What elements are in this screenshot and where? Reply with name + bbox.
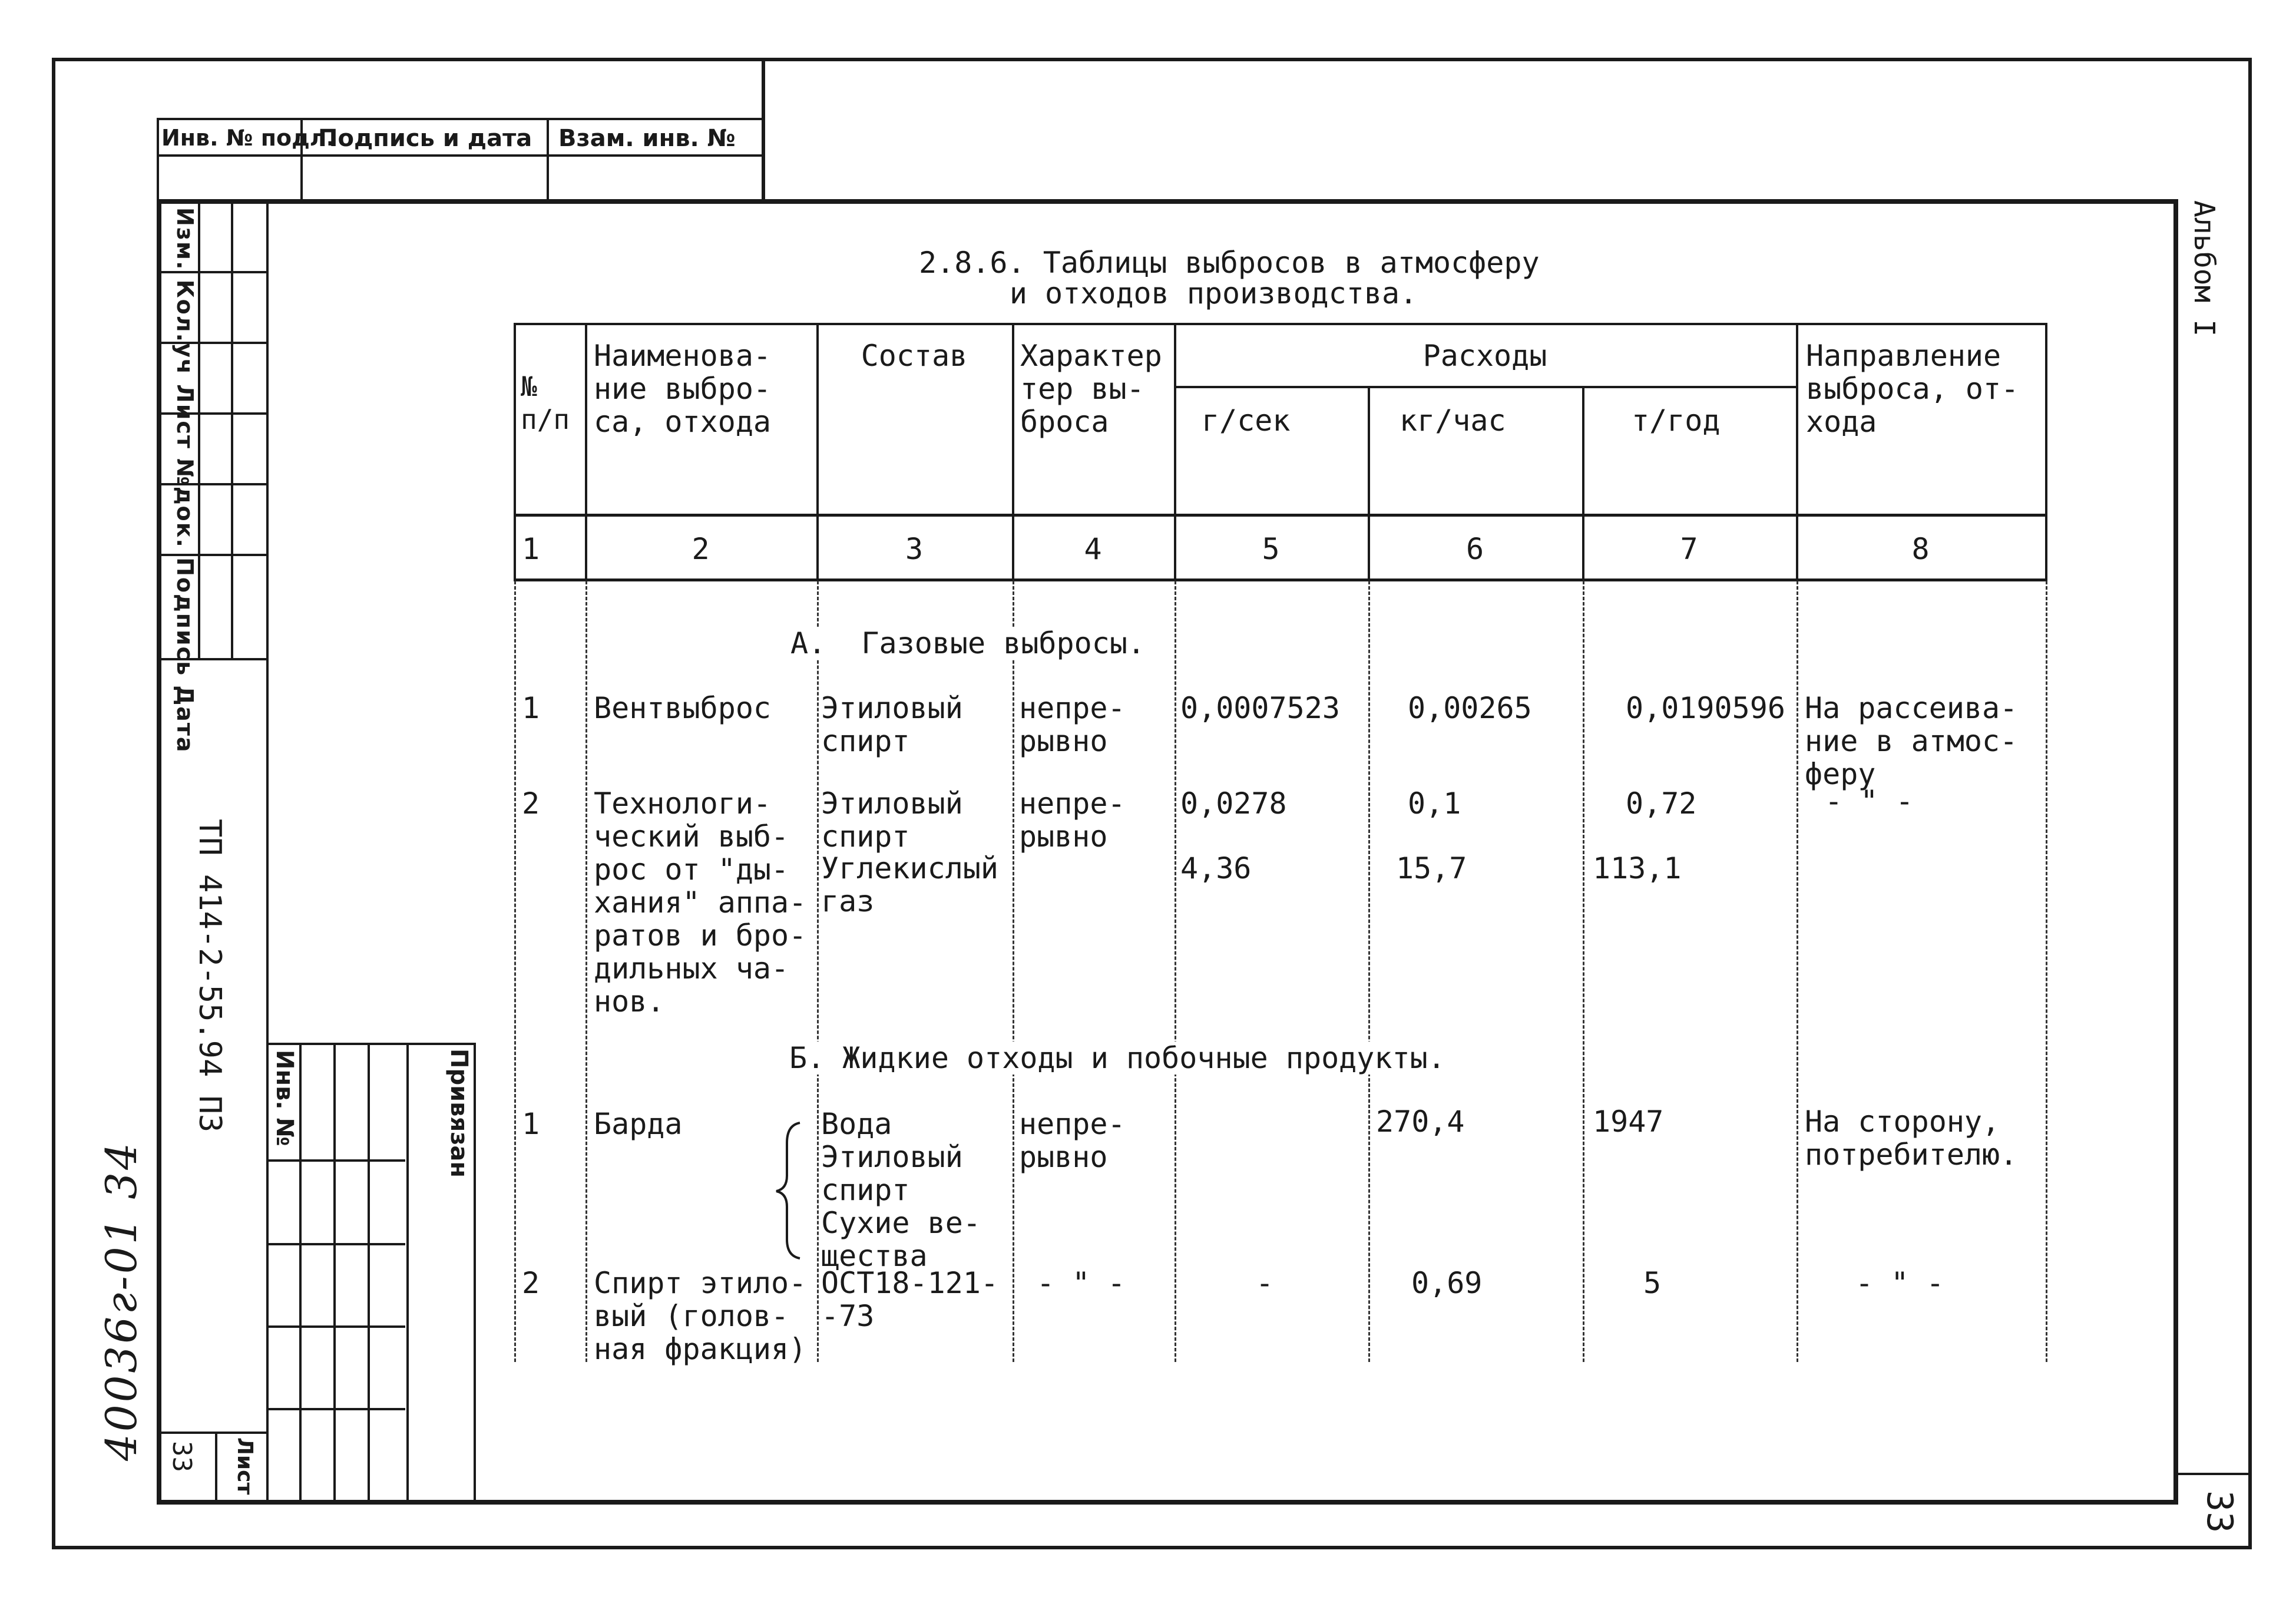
a1-g-s: 0,0007523 bbox=[1180, 691, 1340, 725]
b2-composition: ОСТ18-121- -73 bbox=[821, 1266, 999, 1333]
a3-t-y: 113,1 bbox=[1593, 851, 1682, 885]
a1-no: 1 bbox=[522, 691, 540, 725]
grid-row-line-4 bbox=[266, 1408, 405, 1410]
b1-direction: На сторону, потребителю. bbox=[1805, 1105, 2018, 1172]
b1-name: Барда bbox=[594, 1107, 683, 1141]
b-vline-8 bbox=[2046, 581, 2047, 1362]
grid-vline-5 bbox=[474, 1043, 476, 1505]
section-b-title: Б. Жидкие отходы и побочные продукты. bbox=[789, 1041, 1445, 1075]
b-vline-4 bbox=[1175, 581, 1176, 1362]
colnum-2: 2 bbox=[692, 532, 710, 566]
colnum-3: 3 bbox=[905, 532, 924, 566]
b-vline-1 bbox=[585, 581, 587, 1362]
left-col-line-2 bbox=[231, 201, 233, 658]
header-consumption: Расходы bbox=[1422, 339, 1547, 373]
section-a-title: А. Газовые выбросы. bbox=[790, 626, 1146, 660]
colnum-6: 6 bbox=[1465, 532, 1484, 566]
a1-kg-h: 0,00265 bbox=[1408, 691, 1532, 725]
b2-no: 2 bbox=[522, 1266, 540, 1300]
album-label: Альбом I bbox=[2188, 200, 2221, 337]
table-title-line-2: и отходов производства. bbox=[1009, 276, 1418, 310]
a1-direction: На рассеива- ние в атмос- феру bbox=[1805, 691, 2018, 791]
stamp-linked: Привязан bbox=[445, 1049, 472, 1178]
stamp-top-vline-3 bbox=[547, 118, 549, 201]
left-col-line-1 bbox=[198, 201, 200, 658]
header-kg-h: кг/час bbox=[1400, 404, 1506, 438]
left-col-line-3 bbox=[266, 201, 269, 1505]
grid-vline-1 bbox=[299, 1043, 302, 1505]
stamp-change-block: Изм. Кол.уч Лист №док. Подпись Дата bbox=[172, 207, 198, 753]
b-vline-3 bbox=[1013, 581, 1014, 1362]
colnum-8: 8 bbox=[1911, 532, 1930, 566]
b2-name: Спирт этило- вый (голов- ная фракция) bbox=[594, 1266, 807, 1366]
grid-row-line-2 bbox=[266, 1243, 405, 1245]
b1-kg-h: 270,4 bbox=[1376, 1105, 1465, 1139]
a2-kg-h: 0,1 bbox=[1408, 786, 1461, 821]
b2-direction: - " - bbox=[1855, 1266, 1944, 1300]
header-character: Характер тер вы- броса bbox=[1020, 339, 1162, 439]
stamp-replace-inv: Взам. инв. № bbox=[558, 125, 736, 152]
sheet-number: 33 bbox=[2199, 1490, 2240, 1533]
header-direction: Направление выброса, от- хода bbox=[1806, 339, 2019, 439]
colnum-1: 1 bbox=[522, 532, 540, 566]
table-numbers-bottom bbox=[514, 578, 2047, 581]
b-vline-7 bbox=[1797, 581, 1798, 1362]
table-title-line-1: 2.8.6. Таблицы выбросов в атмосферу bbox=[919, 246, 1540, 280]
table-header-bottom bbox=[514, 514, 2047, 517]
stamp-sheet: Лист bbox=[233, 1437, 257, 1495]
table-top-line bbox=[514, 323, 2047, 325]
colnum-4: 4 bbox=[1084, 532, 1102, 566]
stamp-inv-no: Инв. № bbox=[271, 1050, 298, 1146]
left-sheet-number: 33 bbox=[167, 1441, 197, 1472]
header-name: Наименова- ние выбро- са, отхода bbox=[594, 339, 772, 439]
a3-composition: Углекислый газ bbox=[821, 851, 999, 918]
a1-composition: Этиловый спирт bbox=[821, 691, 963, 758]
a3-kg-h: 15,7 bbox=[1396, 851, 1467, 885]
b1-t-y: 1947 bbox=[1593, 1105, 1664, 1139]
a1-name: Вентвыброс bbox=[594, 691, 772, 725]
grid-vline-4 bbox=[406, 1043, 409, 1505]
left-sheet-vline bbox=[215, 1432, 217, 1505]
grid-vline-3 bbox=[368, 1043, 370, 1505]
b2-t-y: 5 bbox=[1643, 1266, 1662, 1300]
a2-name: Технологи- ческий выб- рос от "ды- хания" аппа- ратов и бро- дильных ча- нов. bbox=[594, 786, 807, 1019]
a1-character: непре- рывно bbox=[1019, 691, 1126, 758]
header-no: № п/п bbox=[521, 371, 570, 435]
b1-character: непре- рывно bbox=[1019, 1107, 1126, 1174]
colnum-7: 7 bbox=[1680, 532, 1698, 566]
grid-row-line-3 bbox=[266, 1325, 405, 1328]
a3-g-s: 4,36 bbox=[1180, 851, 1252, 885]
a2-t-y: 0,72 bbox=[1626, 786, 1697, 821]
a2-direction: - " - bbox=[1825, 784, 1914, 818]
stamp-top-vline-1 bbox=[157, 118, 159, 201]
stamp-top-hline-1 bbox=[157, 118, 763, 120]
sheet-box-top bbox=[2178, 1473, 2252, 1475]
left-sheet-top-line bbox=[157, 1432, 269, 1434]
a1-t-y: 0,0190596 bbox=[1626, 691, 1785, 725]
a2-g-s: 0,0278 bbox=[1180, 786, 1287, 821]
b2-character: - " - bbox=[1037, 1266, 1126, 1300]
b1-brace bbox=[772, 1119, 807, 1261]
b-vline-6 bbox=[1583, 581, 1584, 1362]
header-t-y: т/год bbox=[1632, 404, 1721, 438]
colnum-5: 5 bbox=[1262, 532, 1280, 566]
header-g-s: г/сек bbox=[1202, 404, 1291, 438]
stamp-signature-date: Подпись и дата bbox=[318, 125, 532, 152]
b1-composition: Вода Этиловый спирт Сухие ве- щества bbox=[821, 1107, 981, 1273]
document-code: ТП 414-2-55.94 ПЗ bbox=[192, 819, 227, 1133]
b1-no: 1 bbox=[522, 1107, 540, 1141]
h-vline-0 bbox=[514, 323, 516, 581]
b-vline-0 bbox=[514, 581, 516, 1362]
grid-vline-2 bbox=[333, 1043, 336, 1505]
b-vline-5 bbox=[1368, 581, 1370, 1362]
grid-row-line-1 bbox=[266, 1159, 405, 1162]
stamp-top-vline-4 bbox=[762, 58, 765, 201]
stamp-inv-no-orig: Инв. № подл. bbox=[161, 125, 335, 151]
table-consumption-line bbox=[1174, 386, 1796, 388]
a2-character: непре- рывно bbox=[1019, 786, 1126, 854]
h-vline-8 bbox=[2045, 323, 2047, 581]
a2-composition: Этиловый спирт bbox=[821, 786, 963, 854]
b2-kg-h: 0,69 bbox=[1411, 1266, 1483, 1300]
stamp-top-hline-2 bbox=[157, 154, 763, 157]
header-composition: Состав bbox=[861, 339, 968, 373]
grid-top-line bbox=[266, 1043, 474, 1045]
a2-no: 2 bbox=[522, 786, 540, 821]
handwritten-inventory: 40036г-01 34 bbox=[97, 1141, 146, 1461]
b2-g-s: - bbox=[1256, 1266, 1274, 1300]
b-vline-2 bbox=[817, 581, 819, 1362]
